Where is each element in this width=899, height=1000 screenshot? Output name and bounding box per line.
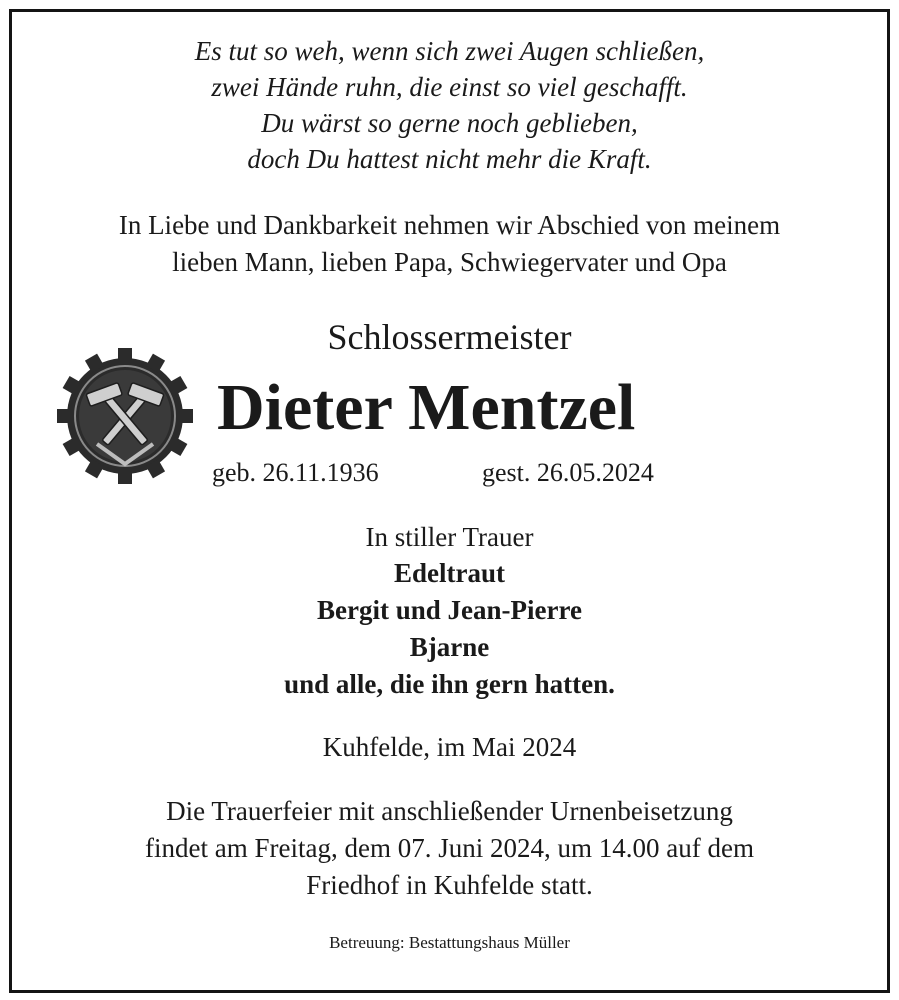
- mourner-name: und alle, die ihn gern hatten.: [284, 669, 615, 699]
- funeral-home-credit: Betreuung: Bestattungshaus Müller: [329, 933, 570, 952]
- profession-title: Schlossermeister: [327, 317, 572, 357]
- poem-line-3: Du wärst so gerne noch geblieben,: [261, 108, 638, 138]
- poem-line-4: doch Du hattest nicht mehr die Kraft.: [247, 144, 652, 174]
- mourner-name: Bergit und Jean-Pierre: [317, 595, 582, 625]
- place-date: Kuhfelde, im Mai 2024: [322, 732, 577, 762]
- poem-line-1: Es tut so weh, wenn sich zwei Augen schließen,: [194, 36, 705, 66]
- deceased-name: Dieter Mentzel: [217, 371, 636, 444]
- mourner-name: Edeltraut: [394, 558, 505, 588]
- birth-date: geb. 26.11.1936: [212, 458, 379, 487]
- mourner-name: Bjarne: [409, 632, 490, 662]
- service-line-1: Die Trauerfeier mit anschließender Urnenbeisetzung: [166, 796, 733, 826]
- obituary-notice: [9, 9, 890, 993]
- poem-line-2: zwei Hände ruhn, die einst so viel geschafft.: [211, 72, 688, 102]
- intro-line-1: In Liebe und Dankbarkeit nehmen wir Abschied von meinem: [118, 210, 781, 240]
- death-date: gest. 26.05.2024: [482, 458, 654, 487]
- service-line-3: Friedhof in Kuhfelde statt.: [306, 870, 593, 900]
- crossed-hammers-gear-icon: [57, 348, 193, 484]
- mourning-heading: In stiller Trauer: [365, 522, 534, 552]
- intro-line-2: lieben Mann, lieben Papa, Schwiegervater und Opa: [172, 247, 727, 277]
- service-line-2: findet am Freitag, dem 07. Juni 2024, um 14.00 auf dem: [145, 833, 754, 863]
